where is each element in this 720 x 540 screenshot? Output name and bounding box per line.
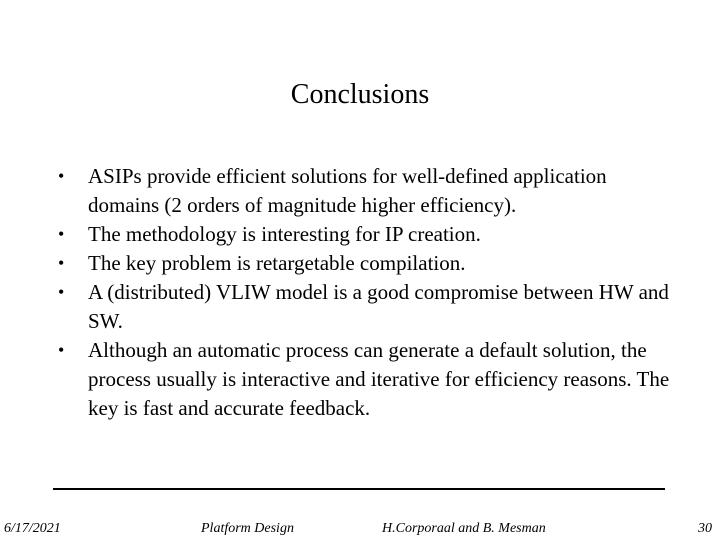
- bullet-item: [58, 220, 678, 249]
- bullet-item: [58, 249, 678, 278]
- footer-page-number: 30: [698, 521, 712, 536]
- bullet-icon: •: [58, 166, 65, 186]
- footer-course: Platform Design: [201, 521, 294, 536]
- bullet-item: [58, 336, 678, 423]
- bullet-list: [58, 162, 678, 423]
- bullet-item: [58, 162, 678, 220]
- bullet-text: The methodology is interesting for IP creation.: [88, 222, 481, 246]
- footer-authors: H.Corporaal and B. Mesman: [382, 521, 546, 536]
- bullet-icon: •: [58, 224, 65, 244]
- bullet-item: [58, 278, 678, 336]
- footer-date: 6/17/2021: [4, 521, 61, 536]
- bullet-text: ASIPs provide efficient solutions for well-defined application domains (2 orders of magnitude higher efficiency).: [88, 164, 607, 217]
- footer-divider: [53, 488, 665, 490]
- bullet-icon: •: [58, 282, 65, 302]
- bullet-text: Although an automatic process can generate a default solution, the process usually is interactive and iterative for efficiency reasons. The key is fast and accurate feedback.: [88, 338, 670, 420]
- bullet-text: A (distributed) VLIW model is a good compromise between HW and SW.: [88, 280, 669, 333]
- bullet-icon: •: [58, 253, 65, 273]
- slide-title: Conclusions: [290, 79, 430, 110]
- bullet-text: The key problem is retargetable compilation.: [88, 251, 466, 275]
- bullet-icon: •: [58, 340, 65, 360]
